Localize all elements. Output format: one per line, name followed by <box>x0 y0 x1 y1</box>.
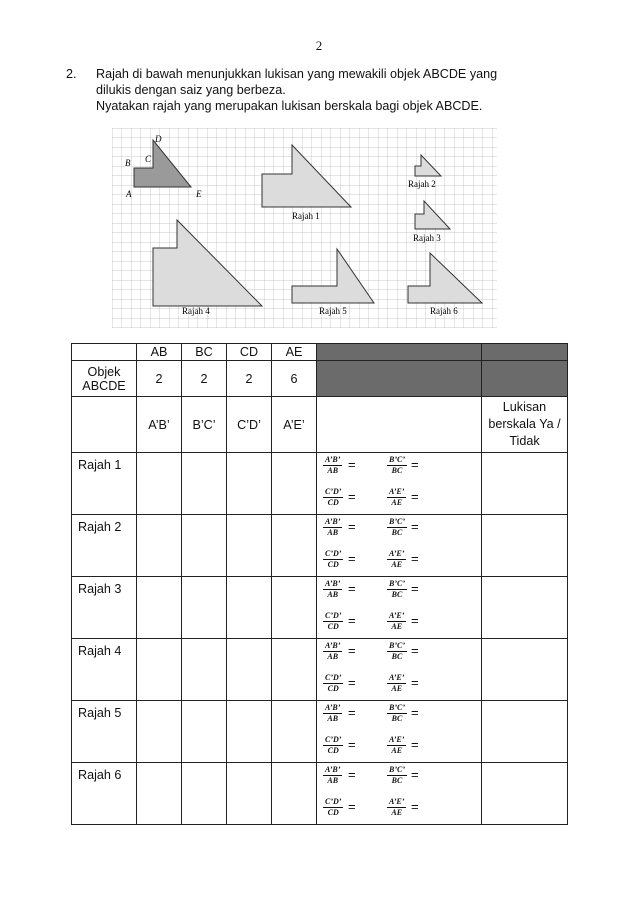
fraction-denominator: AB <box>327 466 339 475</box>
header-ae: AE <box>272 344 317 361</box>
image-header-row <box>72 397 568 453</box>
fraction-denominator: AB <box>327 590 339 599</box>
object-ae: 6 <box>272 361 317 397</box>
equals-sign: = <box>411 737 419 752</box>
row-label: Rajah 4 <box>72 639 137 701</box>
table-row <box>72 763 568 825</box>
equals-sign: = <box>348 457 356 472</box>
answer-cell[interactable] <box>137 577 182 639</box>
fraction-numerator: C’D’ <box>325 611 342 620</box>
fraction-denominator: CD <box>327 622 339 631</box>
question-number: 2. <box>66 67 77 81</box>
fraction-denominator: AB <box>327 776 339 785</box>
blank-cell <box>317 397 482 453</box>
header-row <box>72 344 568 361</box>
ratio-fraction <box>323 611 343 632</box>
question-line-2: dilukis dengan saiz yang berbeza. <box>96 83 286 97</box>
object-row <box>72 361 568 397</box>
fraction-denominator: BC <box>391 776 403 785</box>
vertex-c: C <box>145 154 152 164</box>
scale-answer-cell[interactable] <box>482 577 568 639</box>
rajah-6-label: Rajah 6 <box>430 306 458 316</box>
fraction-numerator: A’E’ <box>389 611 405 620</box>
row-label: Rajah 3 <box>72 577 137 639</box>
ratio-cell <box>317 701 482 763</box>
blank-cell <box>72 397 137 453</box>
fraction-denominator: BC <box>391 652 403 661</box>
fraction-denominator: AE <box>391 746 403 755</box>
table-row <box>72 639 568 701</box>
header-cd: CD <box>227 344 272 361</box>
fraction-numerator: A’B’ <box>325 517 341 526</box>
equals-sign: = <box>411 489 419 504</box>
fraction-denominator: AB <box>327 714 339 723</box>
question-line-3: Nyatakan rajah yang merupakan lukisan berskala bagi objek ABCDE. <box>96 99 483 113</box>
answer-cell[interactable] <box>137 515 182 577</box>
row-label: Rajah 6 <box>72 763 137 825</box>
equals-sign: = <box>348 767 356 782</box>
ratio-fraction <box>387 735 406 756</box>
answer-cell[interactable] <box>272 639 317 701</box>
ratio-fraction <box>323 549 343 570</box>
equals-sign: = <box>411 519 419 534</box>
header-c-d-prime: C’D’ <box>227 397 272 453</box>
fraction-numerator: B’C’ <box>389 765 405 774</box>
equals-sign: = <box>348 799 356 814</box>
ratio-cell <box>317 577 482 639</box>
fraction-denominator: BC <box>391 714 403 723</box>
page-number: 2 <box>315 38 323 53</box>
vertex-d: D <box>155 134 162 144</box>
ratio-fraction <box>387 673 406 694</box>
header-a-e-prime: A’E’ <box>272 397 317 453</box>
row-label: Rajah 2 <box>72 515 137 577</box>
equals-sign: = <box>348 551 356 566</box>
fraction-numerator: B’C’ <box>389 517 405 526</box>
ratio-fraction <box>387 765 407 786</box>
ratio-fraction <box>323 579 342 600</box>
question-line-1: Rajah di bawah menunjukkan lukisan yang mewakili objek ABCDE yang <box>96 67 498 81</box>
fraction-denominator: CD <box>327 684 339 693</box>
ratio-fraction <box>387 611 406 632</box>
answer-cell[interactable] <box>182 515 227 577</box>
fraction-denominator: AE <box>391 622 403 631</box>
fraction-numerator: A’B’ <box>325 641 341 650</box>
fraction-denominator: CD <box>327 498 339 507</box>
ratio-fraction <box>387 797 406 818</box>
answer-cell[interactable] <box>227 577 272 639</box>
answer-cell[interactable] <box>272 515 317 577</box>
shaded-cell <box>317 344 482 361</box>
answer-cell[interactable] <box>182 701 227 763</box>
question-block <box>66 66 566 114</box>
table-row <box>72 515 568 577</box>
equals-sign: = <box>411 551 419 566</box>
ratio-fraction <box>323 517 342 538</box>
vertex-a: A <box>126 189 132 199</box>
ratio-fraction <box>323 703 342 724</box>
shaded-cell <box>317 361 482 397</box>
fraction-denominator: AE <box>391 684 403 693</box>
answer-cell[interactable] <box>227 701 272 763</box>
ratio-fraction <box>387 549 406 570</box>
fraction-numerator: B’C’ <box>389 703 405 712</box>
table-row <box>72 701 568 763</box>
ratio-cell <box>317 453 482 515</box>
fraction-numerator: C’D’ <box>325 735 342 744</box>
equals-sign: = <box>348 643 356 658</box>
header-b-c-prime: B’C’ <box>182 397 227 453</box>
answer-cell[interactable] <box>227 763 272 825</box>
object-bc: 2 <box>182 361 227 397</box>
answer-cell[interactable] <box>182 577 227 639</box>
fraction-denominator: CD <box>327 560 339 569</box>
fraction-numerator: A’B’ <box>325 703 341 712</box>
answer-cell[interactable] <box>227 453 272 515</box>
fraction-numerator: C’D’ <box>325 549 342 558</box>
answer-cell[interactable] <box>272 577 317 639</box>
ratio-cell <box>317 515 482 577</box>
ratio-fraction <box>323 487 343 508</box>
answer-cell[interactable] <box>137 453 182 515</box>
scale-answer-cell[interactable] <box>482 701 568 763</box>
ratio-cell <box>317 763 482 825</box>
rajah-4-label: Rajah 4 <box>182 306 210 316</box>
rajah-2-label: Rajah 2 <box>408 179 436 189</box>
fraction-denominator: BC <box>391 528 403 537</box>
answer-cell[interactable] <box>137 701 182 763</box>
fraction-numerator: C’D’ <box>325 487 342 496</box>
ratio-fraction <box>323 797 343 818</box>
answer-cell[interactable] <box>272 763 317 825</box>
fraction-denominator: CD <box>327 808 339 817</box>
object-label: Objek ABCDE <box>72 361 137 397</box>
object-ab: 2 <box>137 361 182 397</box>
answer-cell[interactable] <box>182 453 227 515</box>
ratio-fraction <box>323 455 342 476</box>
ratio-fraction <box>387 641 407 662</box>
answer-cell[interactable] <box>272 701 317 763</box>
equals-sign: = <box>348 705 356 720</box>
answer-cell[interactable] <box>182 639 227 701</box>
ratio-fraction <box>387 517 407 538</box>
ratio-fraction <box>323 765 342 786</box>
scale-answer-cell[interactable] <box>482 763 568 825</box>
fraction-denominator: AB <box>327 652 339 661</box>
ratio-fraction <box>323 735 343 756</box>
fraction-denominator: BC <box>391 466 403 475</box>
fraction-numerator: B’C’ <box>389 641 405 650</box>
ratio-fraction <box>387 455 407 476</box>
ratio-fraction <box>387 487 406 508</box>
fraction-numerator: A’B’ <box>325 455 341 464</box>
equals-sign: = <box>348 581 356 596</box>
rajah-1-label: Rajah 1 <box>292 211 320 221</box>
equals-sign: = <box>411 799 419 814</box>
ratio-fraction <box>387 703 407 724</box>
fraction-numerator: A’E’ <box>389 735 405 744</box>
equals-sign: = <box>348 613 356 628</box>
answer-cell[interactable] <box>137 639 182 701</box>
fraction-denominator: AE <box>391 808 403 817</box>
vertex-b: B <box>125 158 131 168</box>
fraction-numerator: A’E’ <box>389 673 405 682</box>
fraction-denominator: AB <box>327 528 339 537</box>
ratio-fraction <box>323 673 343 694</box>
answer-cell[interactable] <box>137 763 182 825</box>
scale-answer-cell[interactable] <box>482 453 568 515</box>
fraction-denominator: CD <box>327 746 339 755</box>
fraction-numerator: B’C’ <box>389 579 405 588</box>
row-label: Rajah 1 <box>72 453 137 515</box>
equals-sign: = <box>411 643 419 658</box>
table-row <box>72 577 568 639</box>
fraction-denominator: BC <box>391 590 403 599</box>
fraction-numerator: B’C’ <box>389 455 405 464</box>
rajah-3-label: Rajah 3 <box>413 233 441 243</box>
grid-figure <box>112 128 497 328</box>
shaded-cell <box>482 344 568 361</box>
fraction-numerator: A’B’ <box>325 579 341 588</box>
fraction-numerator: A’E’ <box>389 487 405 496</box>
fraction-numerator: A’B’ <box>325 765 341 774</box>
answer-table <box>71 343 568 825</box>
fraction-denominator: AE <box>391 560 403 569</box>
question-text <box>96 66 566 114</box>
equals-sign: = <box>411 767 419 782</box>
scale-header: Lukisan berskala Ya / Tidak <box>482 397 568 453</box>
ratio-cell <box>317 639 482 701</box>
answer-cell[interactable] <box>227 515 272 577</box>
vertex-e: E <box>196 189 202 199</box>
fraction-numerator: A’E’ <box>389 797 405 806</box>
answer-cell[interactable] <box>182 763 227 825</box>
equals-sign: = <box>348 737 356 752</box>
fraction-numerator: C’D’ <box>325 673 342 682</box>
equals-sign: = <box>411 457 419 472</box>
header-a-b-prime: A’B’ <box>137 397 182 453</box>
table-row <box>72 453 568 515</box>
fraction-denominator: AE <box>391 498 403 507</box>
equals-sign: = <box>348 489 356 504</box>
answer-cell[interactable] <box>227 639 272 701</box>
equals-sign: = <box>348 675 356 690</box>
corner-cell <box>72 344 137 361</box>
header-bc: BC <box>182 344 227 361</box>
object-cd: 2 <box>227 361 272 397</box>
equals-sign: = <box>411 675 419 690</box>
header-ab: AB <box>137 344 182 361</box>
ratio-fraction <box>387 579 407 600</box>
equals-sign: = <box>411 613 419 628</box>
fraction-numerator: A’E’ <box>389 549 405 558</box>
equals-sign: = <box>411 705 419 720</box>
equals-sign: = <box>411 581 419 596</box>
scale-answer-cell[interactable] <box>482 639 568 701</box>
fraction-numerator: C’D’ <box>325 797 342 806</box>
rajah-5-label: Rajah 5 <box>319 306 347 316</box>
answer-cell[interactable] <box>272 453 317 515</box>
row-label: Rajah 5 <box>72 701 137 763</box>
shaded-cell <box>482 361 568 397</box>
equals-sign: = <box>348 519 356 534</box>
scale-answer-cell[interactable] <box>482 515 568 577</box>
ratio-fraction <box>323 641 342 662</box>
